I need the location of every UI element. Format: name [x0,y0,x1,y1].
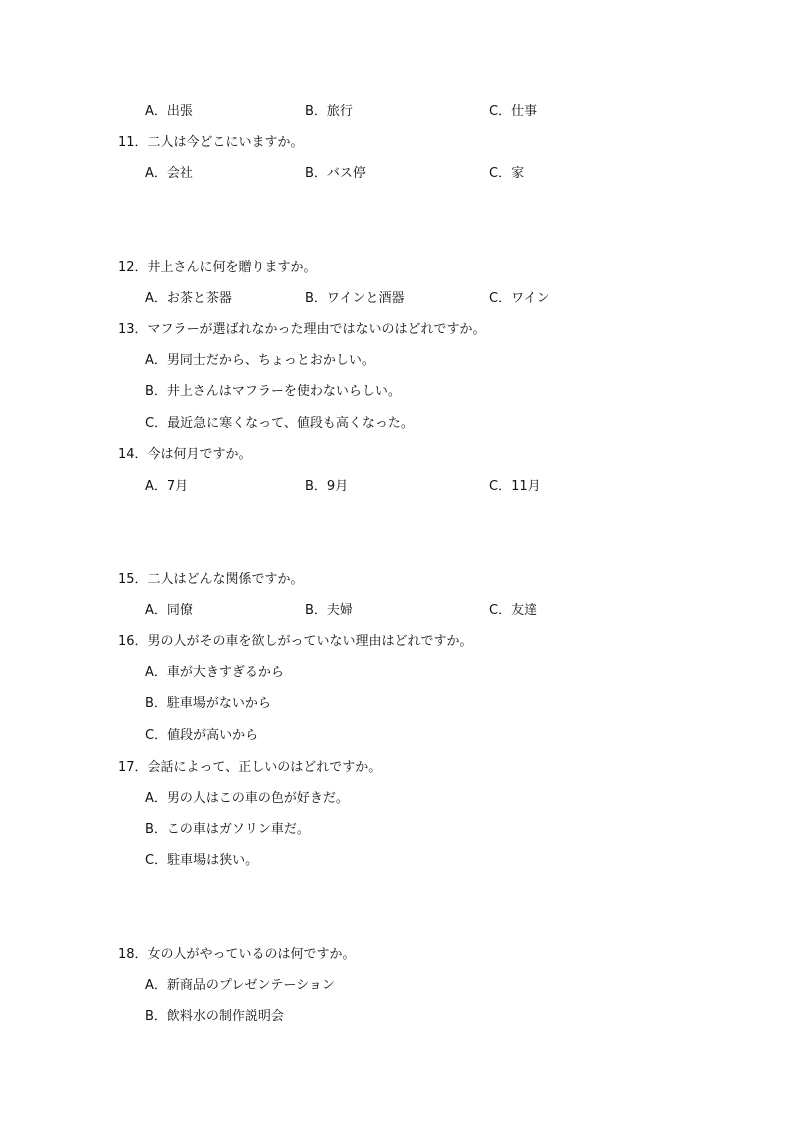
question-16: 16．男の人がその車を欲しがっていない理由はどれですか。 [118,634,473,649]
option-b: B．駐車場がないから [145,696,271,711]
option-a: A．会社 [145,166,193,181]
option-b: B．9月 [305,479,349,494]
question-13: 13．マフラーが選ばれなかった理由ではないのはどれですか。 [118,322,486,337]
question-14: 14．今は何月ですか。 [118,447,252,462]
option-b: B．この車はガソリン車だ。 [145,822,310,837]
question-18: 18．女の人がやっているのは何ですか。 [118,947,356,962]
option-a: A．7月 [145,479,189,494]
option-b: B．バス停 [305,166,366,181]
option-row-10 [0,102,794,122]
option-c: C．11月 [489,479,541,494]
option-c: C．ワイン [489,291,550,306]
option-row-12 [0,289,794,309]
option-c: C．値段が高いから [145,728,259,743]
option-a: A．お茶と茶器 [145,291,232,306]
question-15: 15．二人はどんな関係ですか。 [118,572,304,587]
option-c: C．駐車場は狭い。 [145,853,259,868]
option-b: B．旅行 [305,104,353,119]
option-a: A．男の人はこの車の色が好きだ。 [145,791,349,806]
option-a: A．同僚 [145,603,193,618]
option-c: C．友達 [489,603,538,618]
option-row-15 [0,601,794,621]
option-a: A．男同士だから、ちょっとおかしい。 [145,353,375,368]
option-b: B．井上さんはマフラーを使わないらしい。 [145,384,401,399]
option-row-14 [0,477,794,497]
question-11: 11．二人は今どこにいますか。 [118,135,304,150]
option-row-11 [0,164,794,184]
option-b: B．夫婦 [305,603,353,618]
question-17: 17．会話によって、正しいのはどれですか。 [118,760,382,775]
option-c: C．家 [489,166,525,181]
question-12: 12．井上さんに何を贈りますか。 [118,260,317,275]
option-b: B．ワインと酒器 [305,291,405,306]
option-a: A．車が大きすぎるから [145,665,284,680]
option-c: C．仕事 [489,104,538,119]
option-a: A．新商品のプレゼンテーション [145,978,335,993]
option-b: B．飲料水の制作説明会 [145,1009,284,1024]
option-c: C．最近急に寒くなって、値段も高くなった。 [145,416,414,431]
option-a: A．出張 [145,104,193,119]
